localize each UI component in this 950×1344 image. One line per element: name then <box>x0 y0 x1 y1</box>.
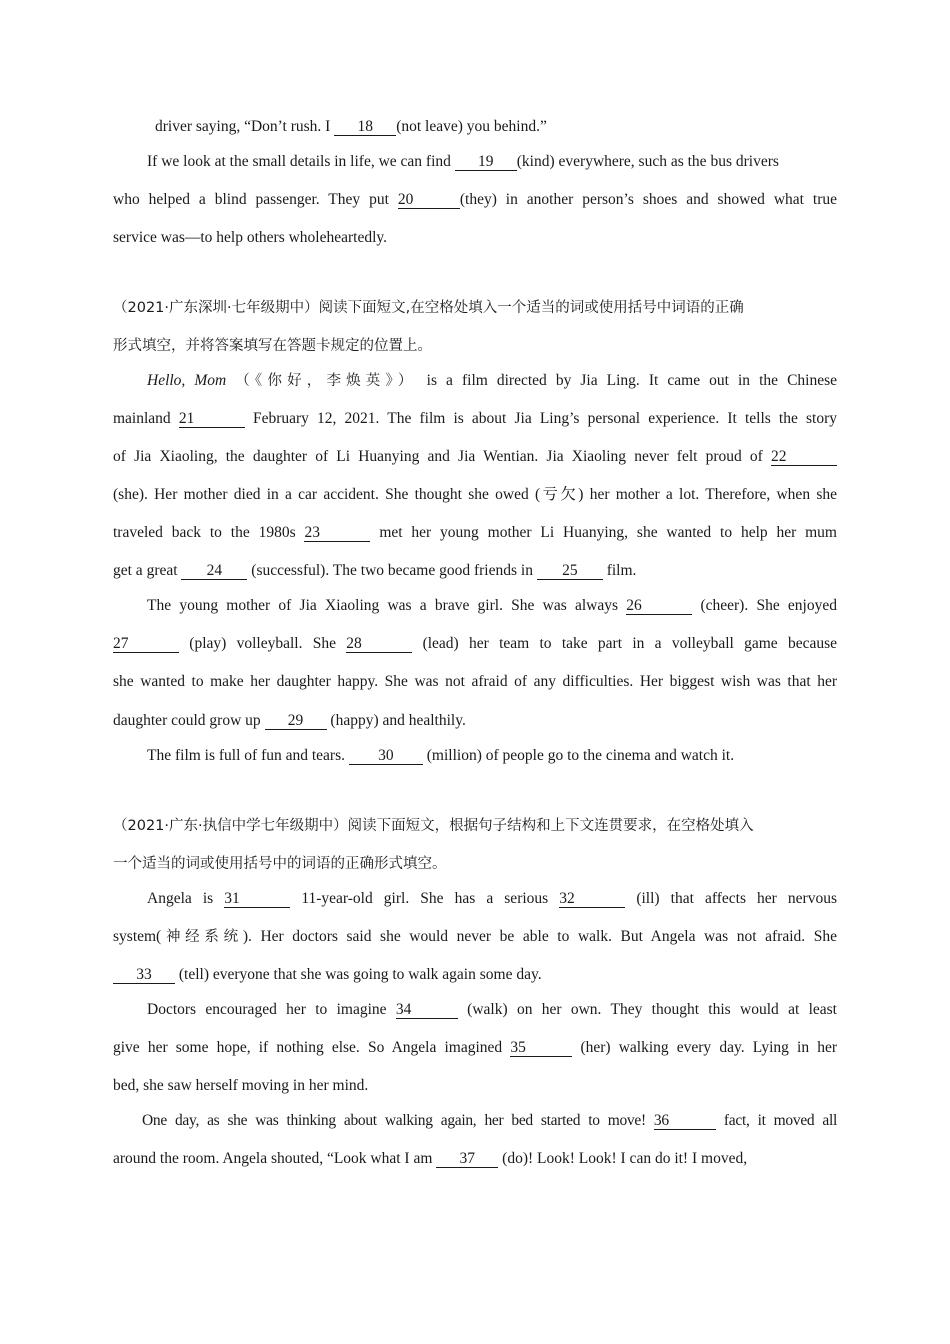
answer-blank-29[interactable]: 29 <box>265 712 327 730</box>
answer-blank-36[interactable]: 36 <box>654 1112 716 1130</box>
text-line: If we look at the small details in life, we can find 19 (kind) everywhere, such as the bus drivers <box>147 153 779 170</box>
answer-blank-26[interactable]: 26 <box>626 597 692 615</box>
text-line: service was—to help others wholeheartedly. <box>113 229 388 246</box>
answer-blank-20[interactable]: 20 <box>398 191 460 209</box>
answer-blank-32[interactable]: 32 <box>559 890 625 908</box>
answer-blank-34[interactable]: 34 <box>396 1001 458 1019</box>
text-line: she wanted to make her daughter happy. She was not afraid of any difficulties. Her biggest wish was that her <box>113 673 837 690</box>
text-line: bed, she saw herself moving in her mind. <box>113 1077 369 1094</box>
section-instruction: 一个适当的词或使用括号中的词语的正确形式填空。 <box>113 856 447 872</box>
text-line: 33 (tell) everyone that she was going to walk again some day. <box>113 965 837 985</box>
answer-blank-33[interactable]: 33 <box>113 966 175 984</box>
answer-blank-28[interactable]: 28 <box>346 635 412 653</box>
text-line: around the room. Angela shouted, “Look what I am 37 (do)! Look! Look! I can do it! I moved, <box>113 1150 748 1167</box>
text-line: traveled back to the 1980s 23 met her young mother Li Huanying, she wanted to help her mum <box>113 524 837 541</box>
text-line: One day, as she was thinking about walking again, her bed started to move! 36 fact, it moved all <box>142 1112 837 1129</box>
text-line: mainland 21 February 12, 2021. The film is about Jia Ling’s personal experience. It tells the story <box>113 410 837 427</box>
section-instruction: 形式填空，并将答案填写在答题卡规定的位置上。 <box>113 338 432 354</box>
answer-blank-18[interactable]: 18 <box>334 118 396 136</box>
text-line: Doctors encouraged her to imagine 34 (walk) on her own. They thought this would at least <box>147 1001 837 1018</box>
answer-blank-30[interactable]: 30 <box>349 747 423 765</box>
section-instruction: （2021·广东深圳·七年级期中）阅读下面短文,在空格处填入一个适当的词或使用括号中词语的正确 <box>113 300 744 316</box>
text-line: The film is full of fun and tears. 30 (million) of people go to the cinema and watch it. <box>147 747 735 764</box>
answer-blank-27[interactable]: 27 <box>113 635 179 653</box>
text-line: Hello, Mom （《你好，李焕英》） is a film directed by Jia Ling. It came out in the Chinese <box>147 372 838 389</box>
text-line: daughter could grow up 29 (happy) and healthily. <box>113 712 466 729</box>
answer-blank-31[interactable]: 31 <box>224 890 290 908</box>
answer-blank-35[interactable]: 35 <box>510 1039 572 1057</box>
text-line: driver saying, “Don’t rush. I 18 (not leave) you behind.” <box>155 118 547 135</box>
text-line: get a great 24 (successful). The two became good friends in 25 film. <box>113 562 637 579</box>
text-line: who helped a blind passenger. They put 20 (they) in another person’s shoes and showed what true <box>113 191 837 208</box>
section-instruction: （2021·广东·执信中学七年级期中）阅读下面短文，根据句子结构和上下文连贯要求，在空格处填入 <box>113 818 754 834</box>
answer-blank-25[interactable]: 25 <box>537 562 603 580</box>
answer-blank-23[interactable]: 23 <box>304 524 370 542</box>
answer-blank-21[interactable]: 21 <box>179 410 245 428</box>
text-line: system(神经系统). Her doctors said she would never be able to walk. But Angela was not afraid. She <box>113 928 837 945</box>
text-line: (she). Her mother died in a car accident. She thought she owed (亏欠) her mother a lot. Therefore, when she <box>113 486 837 503</box>
answer-blank-22[interactable]: 22 <box>771 448 837 466</box>
text-line: of Jia Xiaoling, the daughter of Li Huanying and Jia Wentian. Jia Xiaoling never felt proud of 22 <box>113 447 837 467</box>
text-line: Angela is 31 11-year-old girl. She has a serious 32 (ill) that affects her nervous <box>147 890 837 907</box>
text-line: 27 (play) volleyball. She 28 (lead) her team to take part in a volleyball game because <box>113 635 838 652</box>
text-line: The young mother of Jia Xiaoling was a brave girl. She was always 26 (cheer). She enjoyed <box>147 597 837 614</box>
answer-blank-19[interactable]: 19 <box>455 153 517 171</box>
answer-blank-24[interactable]: 24 <box>181 562 247 580</box>
text-line: give her some hope, if nothing else. So Angela imagined 35 (her) walking every day. Lying in her <box>113 1039 837 1056</box>
answer-blank-37[interactable]: 37 <box>436 1150 498 1168</box>
